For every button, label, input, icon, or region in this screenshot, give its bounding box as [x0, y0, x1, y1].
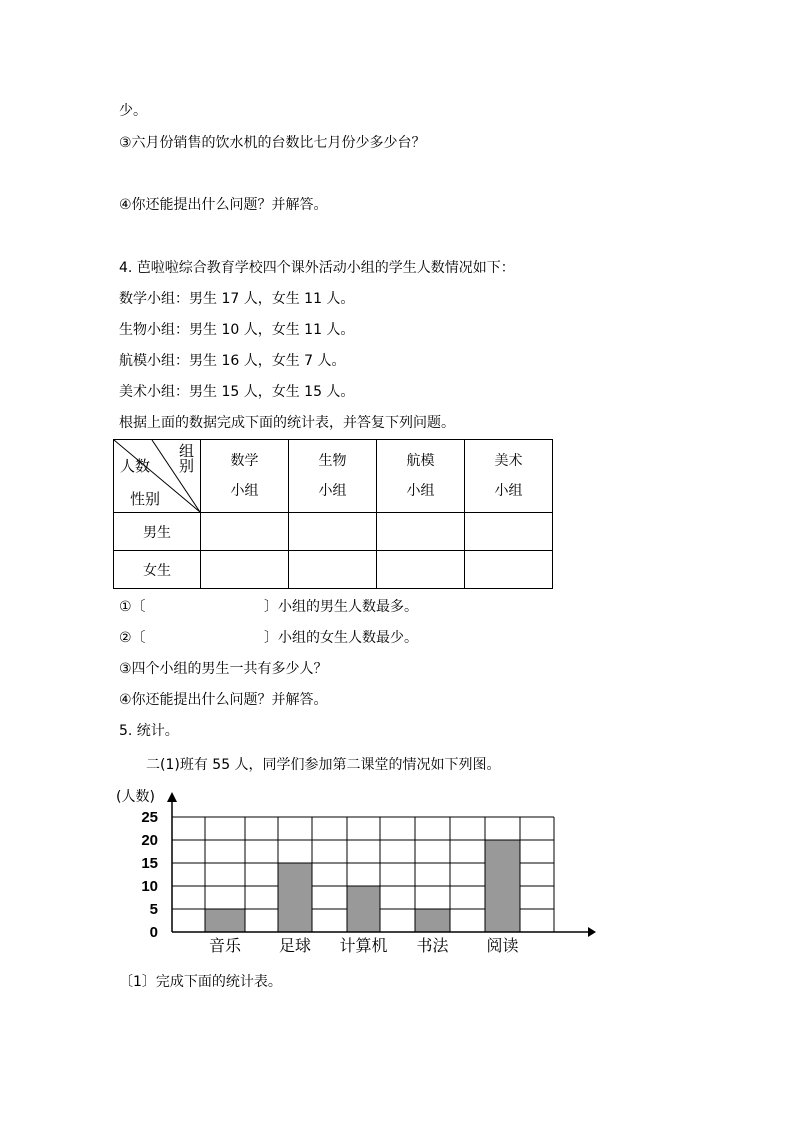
problem-4-title: 4. 芭啦啦综合教育学校四个课外活动小组的学生人数情况如下：	[119, 260, 515, 276]
x-tick-label: 音乐	[208, 936, 242, 955]
bar-0	[205, 909, 245, 932]
corner-label-gender: 性别	[130, 490, 161, 508]
math-group-line: 数学小组：男生 17 人，女生 11 人。	[119, 291, 355, 307]
art-group-line: 美术小组：男生 15 人，女生 15 人。	[119, 384, 355, 400]
question-2-end: 〕小组的女生人数最少。	[264, 630, 418, 646]
column-header-biology: 生物 小组	[289, 440, 377, 513]
table-corner-header	[114, 440, 201, 513]
blank-cell[interactable]	[377, 551, 465, 589]
y-axis-arrow	[167, 792, 177, 802]
bar-4	[485, 840, 520, 932]
blank-cell[interactable]	[465, 513, 553, 551]
x-tick-label: 书法	[416, 936, 449, 955]
bar-3	[415, 909, 450, 932]
blank-cell[interactable]	[465, 551, 553, 589]
bar-2	[347, 886, 380, 932]
x-tick-label: 阅读	[486, 936, 519, 955]
x-axis-arrow	[588, 927, 596, 937]
blank-cell[interactable]	[201, 551, 289, 589]
row-header-girls: 女生	[114, 551, 201, 589]
y-tick-label: 10	[141, 878, 158, 895]
blank-cell[interactable]	[289, 513, 377, 551]
y-tick-label: 5	[149, 901, 158, 918]
column-header-model: 航模 小组	[377, 440, 465, 513]
corner-label-group: 组别	[178, 442, 194, 475]
y-tick-label: 0	[149, 924, 158, 941]
question-4-extra: ④你还能提出什么问题？并解答。	[119, 692, 328, 708]
activity-bar-chart	[110, 782, 600, 958]
question-1-end: 〕小组的男生人数最多。	[264, 599, 418, 615]
problem-5-intro: 二(1)班有 55 人，同学们参加第二课堂的情况如下列图。	[146, 757, 501, 773]
y-tick-label: 15	[141, 855, 158, 872]
biology-group-line: 生物小组：男生 10 人，女生 11 人。	[119, 322, 355, 338]
x-tick-label: 计算机	[339, 936, 388, 955]
question-2-start: ②〔	[119, 630, 146, 646]
blank-cell[interactable]	[377, 513, 465, 551]
subquestion-1: 〔1〕完成下面的统计表。	[119, 974, 282, 990]
instruction-line: 根据上面的数据完成下面的统计表，并答复下列问题。	[119, 415, 455, 431]
y-tick-label: 25	[141, 809, 158, 826]
y-tick-label: 20	[141, 832, 158, 849]
question-3: ③六月份销售的饮水机的台数比七月份少多少台？	[119, 135, 426, 151]
column-header-math: 数学 小组	[201, 440, 289, 513]
question-4: ④你还能提出什么问题？并解答。	[119, 197, 328, 213]
text-line: 少。	[119, 103, 147, 119]
problem-5-title: 5. 统计。	[119, 723, 179, 739]
column-header-art: 美术 小组	[465, 440, 553, 513]
statistics-table	[113, 439, 553, 589]
bar-1	[278, 863, 312, 932]
model-group-line: 航模小组：男生 16 人，女生 7 人。	[119, 353, 346, 369]
blank-cell[interactable]	[201, 513, 289, 551]
y-axis-label: (人数)	[116, 789, 155, 805]
blank-cell[interactable]	[289, 551, 377, 589]
corner-label-count: 人数	[120, 457, 151, 475]
question-3-boys-total: ③四个小组的男生一共有多少人？	[119, 661, 328, 677]
row-header-boys: 男生	[114, 513, 201, 551]
x-tick-label: 足球	[278, 936, 312, 955]
question-1-start: ①〔	[119, 599, 146, 615]
